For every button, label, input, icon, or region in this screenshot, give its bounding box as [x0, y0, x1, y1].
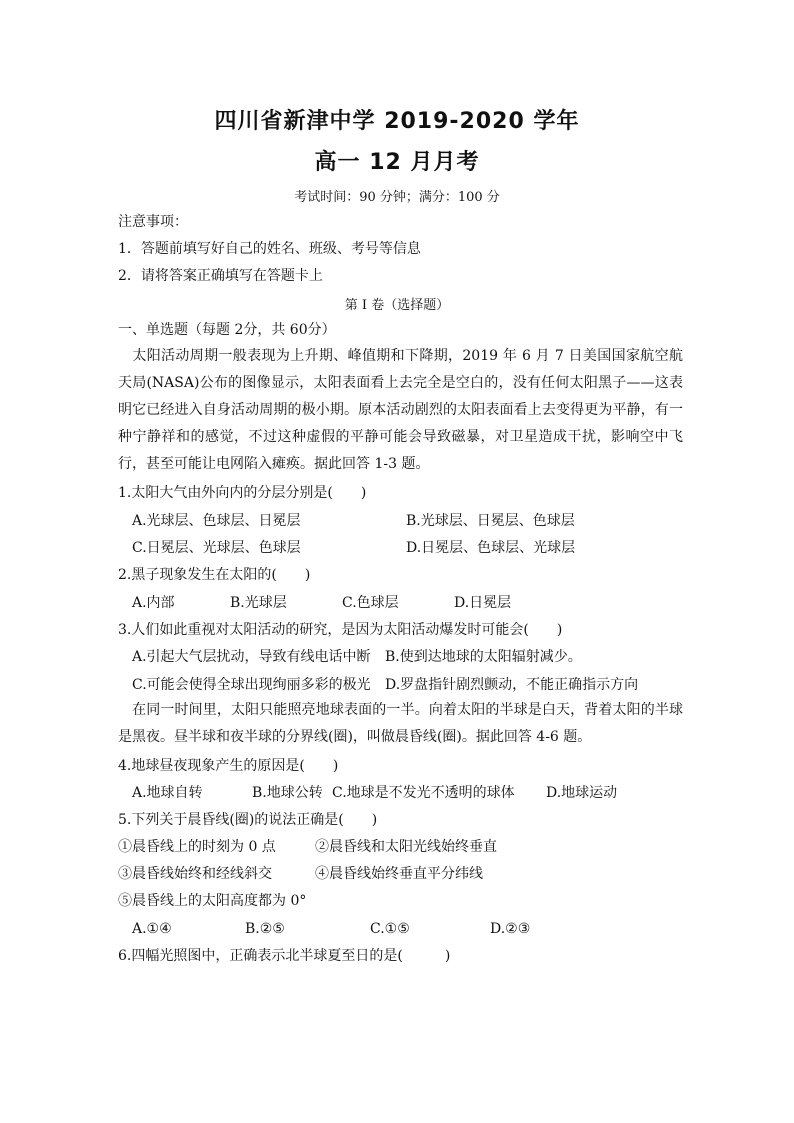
passage-text: 在同一时间里，太阳只能照亮地球表面的一半。向着太阳的半球是白天，背着太阳的半球是黑夜。昼半球和夜半球的分界线(圈)，叫做晨昏线(圈)。据此回答 4-6 题。: [118, 702, 683, 745]
q3-option-c: C.可能会使得全球出现绚丽多彩的极光: [132, 677, 371, 693]
volume-title: 第 I 卷（选择题）: [344, 298, 450, 313]
q1-option-b: B.光球层、日冕层、色球层: [406, 513, 575, 529]
q3-option-d: D.罗盘指针剧烈颤动，不能正确指示方向: [385, 677, 639, 693]
question-5: 5.下列关于晨昏线(圈)的说法正确是( ): [118, 812, 378, 828]
exam-title: 四川省新津中学 2019-2020 学年: [214, 109, 580, 134]
q3-option-b: B.使到达地球的太阳辐射减少。: [385, 649, 582, 665]
passage-text: 太阳活动周期一般表现为上升期、峰值期和下降期，2019 年 6 月 7 日美国国家航空航天局(NASA)公布的图像显示，太阳表面看上去完全是空白的，没有任何太阳黑子——这表明它已经进入自身活动周期的极小期。原本活动剧烈的太阳表面看上去变得更为平静，有一种宁静祥和的感觉，不过这种虚假的平静可能会导致磁暴，对卫星造成干扰，影响空中飞行，甚至可能让电网陷入瘫痪。据此回答 1-3 题。: [118, 348, 683, 472]
q2-option-b: B.光球层: [230, 595, 287, 611]
passage-solar-activity: [118, 343, 683, 478]
q5-statement-5: ⑤晨昏线上的太阳高度都为 0°: [118, 893, 307, 909]
q2-option-c: C.色球层: [342, 595, 399, 611]
part-title: 一、单选题（每题 2分，共 60分）: [118, 322, 336, 338]
q1-option-a: A.光球层、色球层、日冕层: [132, 513, 301, 529]
q5-option-b: B.②⑤: [245, 921, 285, 937]
question-2: 2.黑子现象发生在太阳的( ): [118, 567, 311, 583]
note-item: 2．请将答案正确填写在答题卡上: [118, 268, 323, 284]
notes-heading: 注意事项：: [118, 214, 188, 230]
q4-option-d: D.地球运动: [546, 785, 618, 801]
question-4: 4.地球昼夜现象产生的原因是( ): [118, 758, 339, 774]
q5-statement-2: ②晨昏线和太阳光线始终垂直: [315, 839, 497, 855]
q5-statement-3: ③晨昏线始终和经线斜交: [118, 866, 272, 882]
question-3: 3.人们如此重视对太阳活动的研究，是因为太阳活动爆发时可能会( ): [118, 622, 563, 638]
q3-option-a: A.引起大气层扰动，导致有线电话中断: [132, 649, 371, 665]
q5-option-a: A.①④: [132, 921, 172, 937]
q5-option-d: D.②③: [490, 921, 531, 937]
q4-option-c: C.地球是不发光不透明的球体: [332, 785, 515, 801]
passage-terminator: [118, 697, 683, 751]
q5-option-c: C.①⑤: [370, 921, 410, 937]
q5-statement-4: ④晨昏线始终垂直平分纬线: [315, 866, 483, 882]
q5-statement-1: ①晨昏线上的时刻为 0 点: [118, 839, 276, 855]
question-6: 6.四幅光照图中，正确表示北半球夏至日的是( ): [118, 948, 451, 964]
exam-subtitle: 高一 12 月月考: [314, 150, 480, 175]
q4-option-b: B.地球公转: [252, 785, 323, 801]
q2-option-a: A.内部: [132, 595, 175, 611]
q2-option-d: D.日冕层: [454, 595, 512, 611]
q1-option-c: C.日冕层、光球层、色球层: [132, 540, 301, 556]
q4-option-a: A.地球自转: [132, 785, 203, 801]
q1-option-d: D.日冕层、色球层、光球层: [406, 540, 576, 556]
note-item: 1．答题前填写好自己的姓名、班级、考号等信息: [118, 241, 421, 257]
exam-info: 考试时间：90 分钟；满分：100 分: [294, 190, 500, 205]
question-1: 1.太阳大气由外向内的分层分别是( ): [118, 485, 367, 501]
